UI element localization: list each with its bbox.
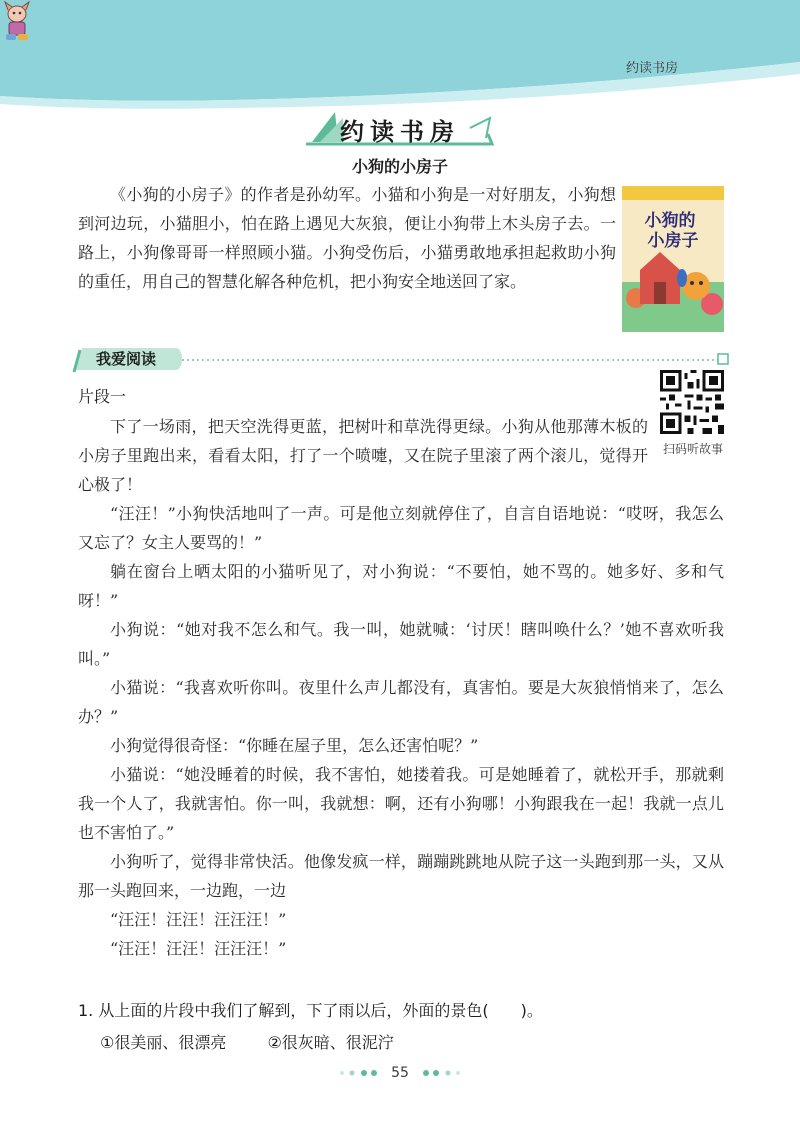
passage-body	[78, 412, 724, 963]
passage-paragraph: 小狗觉得很奇怪：“你睡在屋子里，怎么还害怕呢？”	[110, 736, 479, 755]
title-area	[0, 104, 800, 148]
section-tag-shape	[72, 344, 732, 374]
passage-paragraph: 下了一场雨，把天空洗得更蓝，把树叶和草洗得更绿。小狗从他那薄木板的小房子里跑出来，看看太阳，打了一个喷嚏，又在院子里滚了两个滚儿，觉得开心极了！	[78, 417, 648, 494]
header-section-label: 约读书房	[625, 61, 678, 76]
page-number: 55	[391, 1065, 409, 1081]
page-footer	[0, 1062, 800, 1081]
qr-caption: 扫码听故事	[662, 442, 723, 456]
book-cover-image	[622, 186, 724, 332]
footer-dots-right-icon	[422, 1069, 462, 1077]
passage-paragraph: 躺在窗台上晒太阳的小猫听见了，对小狗说：“不要怕，她不骂的。她多好、多和气呀！”	[78, 562, 724, 610]
footer-dots-left-icon	[338, 1069, 378, 1077]
mascot-icon	[0, 0, 34, 42]
option-1[interactable]: ①很美丽、很漂亮	[100, 1033, 227, 1052]
passage-heading: 片段一	[78, 387, 127, 406]
section-tag	[72, 344, 732, 374]
section-label: 我爱阅读	[96, 350, 157, 368]
passage-paragraph: “汪汪！汪汪！汪汪汪！”	[110, 910, 287, 929]
page-title: 约读书房	[340, 118, 460, 146]
option-2[interactable]: ②很灰暗、很泥泞	[267, 1033, 394, 1052]
question-options	[100, 1030, 430, 1053]
passage-paragraph: 小狗听了，觉得非常快活。他像发疯一样，蹦蹦跳跳地从院子这一头跑到那一头，又从那一头跑回来，一边跑，一边	[78, 852, 724, 900]
passage-paragraph: “汪汪！汪汪！汪汪汪！”	[110, 939, 287, 958]
header-band	[0, 0, 800, 110]
passage-paragraph: 小猫说：“她没睡着的时候，我不害怕，她搂着我。可是她睡着了，就松开手，那就剩我一个人了，我就害怕。你一叫，我就想：啊，还有小狗哪！小狗跟我在一起！我就一点儿也不害怕了。”	[78, 765, 724, 842]
book-cover-title: 小狗的 小房子	[644, 211, 699, 251]
passage-paragraph: 小狗说：“她对我不怎么和气。我一叫，她就喊：‘讨厌！瞎叫唤什么？’她不喜欢听我叫。”	[78, 620, 724, 668]
passage-paragraph: “汪汪！”小狗快活地叫了一声。可是他立刻就停住了，自言自语地说：“哎呀，我怎么又忘了？女主人要骂的！”	[78, 504, 724, 552]
header-wave	[0, 0, 800, 110]
book-intro: 《小狗的小房子》的作者是孙幼军。小猫和小狗是一对好朋友，小狗想到河边玩，小猫胆小，怕在路上遇见大灰狼，便让小狗带上木头房子去。一路上，小狗像哥哥一样照顾小猫。小狗受伤后，小猫勇敢地承担起救助小狗的重任，用自己的智慧化解各种危机，把小狗安全地送回了家。	[78, 185, 616, 291]
passage-paragraph: 小猫说：“我喜欢听你叫。夜里什么声儿都没有，真害怕。要是大灰狼悄悄来了，怎么办？”	[78, 678, 724, 726]
question-text: 1. 从上面的片段中我们了解到，下了雨以后，外面的景色( )。	[78, 1001, 543, 1020]
book-title: 小狗的小房子	[351, 157, 448, 176]
